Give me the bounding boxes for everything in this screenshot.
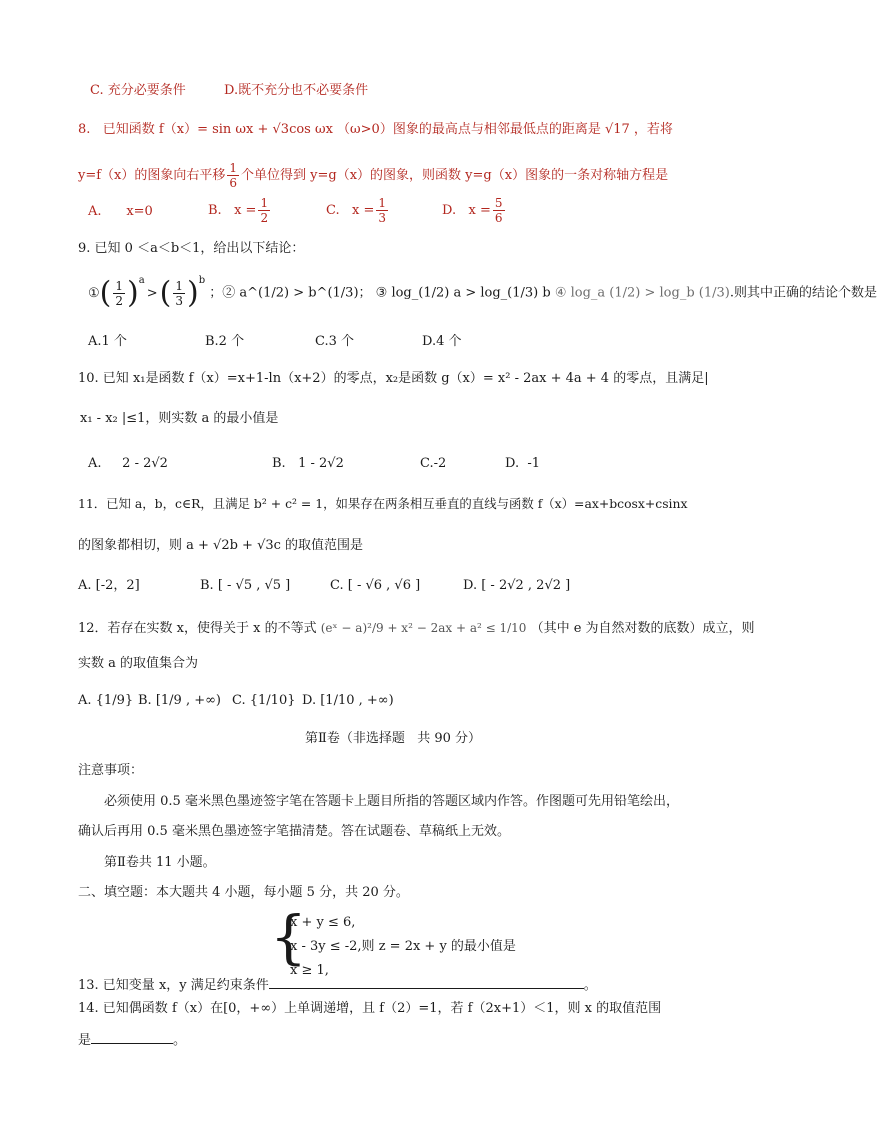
q8-option-c <box>326 196 390 225</box>
q8-option-b-label: B. x = <box>208 203 257 218</box>
q11-option-b: B. [ - √5 , √5 ] <box>200 578 291 593</box>
q14-stem-line1: 14. 已知偶函数 f（x）在[0，+∞）上单调递增，且 f（2）=1，若 f（2x+1）＜1，则 x 的取值范围 <box>78 1001 662 1016</box>
q11-stem-line1: 11．已知 a，b，c∈R，且满足 b² + c² = 1，如果存在两条相互垂直的直线与函数 f（x）=ax+bcosx+csinx <box>78 496 688 511</box>
q11-option-c: C. [ - √6 , √6 ] <box>330 578 421 593</box>
q9-option-a: A.1 个 <box>88 334 127 349</box>
q8-option-d-frac <box>493 196 505 225</box>
q14-stem-line2 <box>78 1030 186 1050</box>
q12-option-b: B. [1/9 , +∞) <box>138 693 222 708</box>
q13-brace: { <box>270 903 307 971</box>
q9-conclusions <box>88 272 877 312</box>
q12-stem-b: （其中 e 为自然对数的底数）成立，则 <box>530 621 755 636</box>
q8-c-den: 3 <box>378 211 387 225</box>
q12-stem-line2: 实数 a 的取值集合为 <box>78 656 199 671</box>
q10-stem-line2: x₁ - x₂ |≤1，则实数 a 的最小值是 <box>80 411 279 426</box>
q14-answer-blank[interactable] <box>91 1030 173 1044</box>
notice-paragraph-1: 必须使用 0.5 毫米黑色墨迹签字笔在答题卡上题目所指的答题区域内作答。作图题可先用铅笔绘出， <box>104 794 679 809</box>
q9-c1-f1-den: 2 <box>115 294 124 308</box>
q9-c1-f1-num: 1 <box>115 279 124 293</box>
notice-paragraph-2: 确认后再用 0.5 毫米黑色墨迹签字笔描清楚。答在试题卷、草稿纸上无效。 <box>78 824 510 839</box>
q8-stem-text-b: 个单位得到 y=g（x）的图象，则函数 y=g（x）图象的一条对称轴方程是 <box>241 168 669 183</box>
q11-option-a: A. [-2，2] <box>78 578 140 593</box>
q8-frac-den: 6 <box>229 176 238 190</box>
q9-c1-exp2: b <box>198 275 206 286</box>
q12-option-c: C. {1/10} <box>232 693 296 708</box>
q8-frac-num: 1 <box>229 161 238 175</box>
q13-end: 。 <box>583 978 597 993</box>
q12-inequality: (eˣ − a)²/9 + x² − 2ax + a² ≤ 1/10 <box>320 621 527 635</box>
q13-constraint-3: x ≥ 1, <box>290 963 329 978</box>
section2-title: 第Ⅱ卷（非选择题 共 90 分） <box>305 731 482 746</box>
q10-option-a: A. 2 - 2√2 <box>88 456 168 471</box>
q9-c1-gt: > <box>146 286 158 301</box>
q13-constraint-1: x + y ≤ 6, <box>290 915 356 930</box>
q8-d-num: 5 <box>494 196 503 210</box>
q8-stem-line1: 8. 已知函数 f（x）= sin ωx + √3cos ωx （ω>0）图象的最高点与相邻最低点的距离是 √17 ，若将 <box>78 122 673 137</box>
q9-c1-marker: ① <box>88 286 100 301</box>
q8-stem-text-a: y=f（x）的图象向右平移 <box>78 168 226 183</box>
q9-option-d: D.4 个 <box>422 334 462 349</box>
q13-constraint-2: x - 3y ≤ -2,则 z = 2x + y 的最小值是 <box>290 939 516 954</box>
q8-c-num: 1 <box>378 196 387 210</box>
q14-end: 。 <box>173 1033 187 1048</box>
q10-stem-line1: 10. 已知 x₁是函数 f（x）=x+1-ln（x+2）的零点，x₂是函数 g（x）= x² - 2ax + 4a + 4 的零点，且满足| <box>78 371 709 386</box>
q13-answer-blank[interactable] <box>269 975 584 989</box>
q9-conclusion-4: ④ log_a (1/2) > log_b (1/3) <box>554 285 730 301</box>
q9-paren-close: ) <box>127 275 139 311</box>
q9-c1-frac2 <box>173 279 185 308</box>
q8-option-c-label: C. x = <box>326 203 375 218</box>
q8-option-d-label: D. x = <box>442 203 491 218</box>
section2-question-count: 第Ⅱ卷共 11 小题。 <box>104 855 216 870</box>
q12-option-a: A. {1/9} <box>78 693 134 708</box>
q10-option-c: C.-2 <box>420 456 447 471</box>
q8-d-den: 6 <box>494 211 503 225</box>
q9-paren-close2: ) <box>186 275 199 311</box>
q7-option-d: D.既不充分也不必要条件 <box>224 83 369 98</box>
q8-option-c-frac <box>376 196 388 225</box>
q8-option-b <box>208 196 272 225</box>
q9-option-b: B.2 个 <box>205 334 245 349</box>
q9-conclusion-3: ③ log_(1/2) a > log_(1/3) b <box>375 285 551 301</box>
q11-option-d: D. [ - 2√2 , 2√2 ] <box>463 578 571 593</box>
q8-option-a: A. x=0 <box>88 204 153 219</box>
q13-stem <box>78 975 597 995</box>
q10-option-b: B. 1 - 2√2 <box>272 456 344 471</box>
q8-shift-fraction <box>227 161 239 190</box>
q9-c1-f2-num: 1 <box>175 279 183 293</box>
q12-stem-line1 <box>78 619 755 638</box>
q13-stem-text: 13. 已知变量 x，y 满足约束条件 <box>78 978 269 993</box>
q9-conclusion-2: ；② a^(1/2) > b^(1/3)； <box>209 285 372 301</box>
q9-tail: .则其中正确的结论个数是 <box>729 285 877 301</box>
q9-c1-exp1: a <box>138 275 145 286</box>
q8-b-num: 1 <box>260 196 269 210</box>
notice-title: 注意事项： <box>78 763 144 778</box>
q10-option-d: D. -1 <box>505 456 541 471</box>
q11-stem-line2: 的图象都相切，则 a + √2b + √3c 的取值范围是 <box>78 538 364 553</box>
fill-in-section-title: 二、填空题：本大题共 4 小题，每小题 5 分，共 20 分。 <box>78 885 409 900</box>
q9-c1-f2-den: 3 <box>175 294 183 308</box>
q8-option-d <box>442 196 507 225</box>
q9-option-c: C.3 个 <box>315 334 355 349</box>
q8-option-b-frac <box>258 196 270 225</box>
q9-paren-open: ( <box>99 275 112 311</box>
q9-c1-frac1 <box>113 279 125 308</box>
q9-stem: 9. 已知 0 ＜a＜b＜1，给出以下结论： <box>78 241 305 256</box>
q8-b-den: 2 <box>260 211 269 225</box>
q12-option-d: D. [1/10 , +∞) <box>302 693 394 708</box>
q8-stem-line2 <box>78 161 668 190</box>
q14-stem-text: 是 <box>78 1033 92 1048</box>
q9-paren-open2: ( <box>159 275 172 311</box>
q12-stem-a: 12．若存在实数 x，使得关于 x 的不等式 <box>78 621 317 636</box>
q7-option-c: C. 充分必要条件 <box>90 83 186 98</box>
